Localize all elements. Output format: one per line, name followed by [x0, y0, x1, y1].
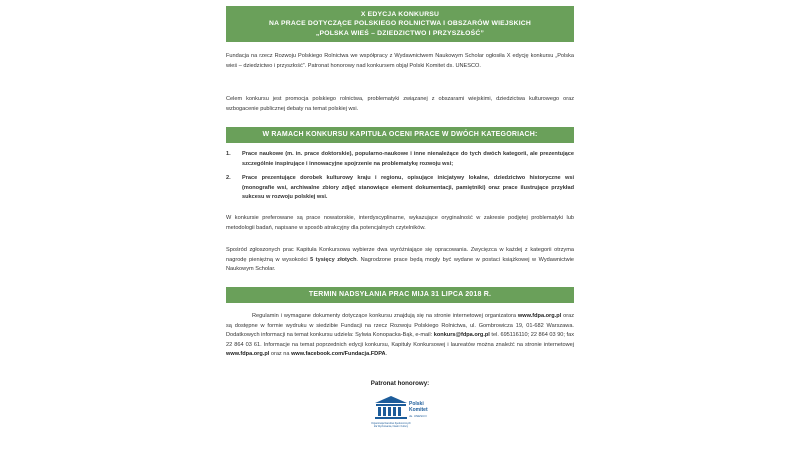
- list-item-text: Prace prezentujące dorobek kulturowy kraju i regionu, opisujące inicjatywy lokalne, dziedzictwo historyczne wsi (monografie wsi, archiwalne zbiory zdjęć stanowiące element dokumentacji, pamiętniki) oraz prace ilustrujące przykład sukcesu w rozwoju polskiej wsi.: [242, 175, 574, 201]
- facebook-link[interactable]: www.facebook.com/Fundacja.FDPA: [291, 351, 386, 358]
- awards-paragraph: [226, 246, 574, 275]
- poster: [226, 0, 574, 450]
- website-link[interactable]: www.fdpa.org.pl: [517, 313, 562, 319]
- committee-line: ds. UNESCO: [409, 414, 427, 418]
- list-item: [226, 174, 574, 203]
- list-item-text: Prace naukowe (m. in. prace doktorskie), popularno-naukowe i inne nienależące do tych dwóch kategorii, ale prezentujące szczególnie inspirujące i innowacyjne spojrzenie na problematykę rozwoju wsi;: [242, 151, 574, 167]
- committee-line: Komitet: [409, 407, 428, 413]
- list-item-number: 2.: [226, 175, 231, 182]
- contest-subject: NA PRACE DOTYCZĄCE POLSKIEGO ROLNICTWA I OBSZARÓW WIEJSKICH: [268, 20, 532, 28]
- award-amount: 5 tysięcy złotych: [310, 256, 357, 263]
- contact-text: Regulamin i wymagane dokumenty dotyczące konkursu znajdują się na stronie internetowej organizatora: [252, 313, 518, 319]
- categories-list: [226, 150, 574, 208]
- unesco-logo: [371, 395, 461, 435]
- intro-paragraph: Fundacja na rzecz Rozwoju Polskiego Rolnictwa we współpracy z Wydawnictwem Naukowym Scholar ogłosiła X edycję konkursu „Polska wieś – dziedzictwo i przyszłość”. Patronat honorowy nad konkursem objął Polski Komitet ds. UNESCO.: [226, 53, 574, 69]
- contact-paragraph: [226, 312, 574, 360]
- committee-line: Polski: [409, 401, 424, 407]
- contest-name: „POLSKA WIEŚ – DZIEDZICTWO I PRZYSZŁOŚĆ”: [315, 29, 485, 37]
- list-item: [226, 150, 574, 169]
- unesco-caption: Organizacja Narodów Zjednoczonych dla Wychowania, Nauki i Kultury: [371, 422, 411, 428]
- title-banner: [226, 6, 574, 42]
- patronage-heading: Patronat honorowy:: [370, 380, 430, 387]
- goal-paragraph: Celem konkursu jest promocja polskiego rolnictwa, problematyki związanej z obszarami wiejskimi, dziedzictwa kulturowego oraz wzbogacenie publicznej debaty na temat polskiej wsi.: [226, 96, 574, 112]
- contact-text: oraz na: [269, 351, 292, 358]
- contact-indent: [226, 313, 252, 319]
- preferred-paragraph: W konkursie preferowane są prace nowatorskie, interdyscyplinarne, wykazujące oryginalność w zakresie podjętej problematyki lub metodologii badań, napisane w sposób atrakcyjny dla potencjalnych czytelników.: [226, 215, 574, 231]
- unesco-temple-icon: [373, 395, 409, 421]
- contact-text: tel. 695116110; 22 864 03 90; fax 22 864 03 61. Informacje na temat poprzednich edycji konkursu, Kapituły Konkursowej i laureatów można znaleźć na stronie internetowej: [226, 332, 575, 348]
- awards-text-end: . Nagrodzone prace będą mogły być wydane w postaci książkowej w Wydawnictwie Naukowym Scholar.: [226, 256, 574, 273]
- committee-name: [409, 401, 428, 419]
- email-link[interactable]: konkurs@fdpa.org.pl: [433, 332, 490, 339]
- awards-text: Spośród zgłoszonych prac Kapituła Konkursowa wybierze dwa wyróżniające się opracowania. Zwycięzca w każdej z kategorii otrzyma nagrodę pieniężną w wysokości: [226, 247, 574, 263]
- categories-heading: W RAMACH KONKURSU KAPITUŁA OCENI PRACE W DWÓCH KATEGORIACH:: [226, 127, 574, 143]
- website-link[interactable]: www.fdpa.org.pl: [226, 351, 270, 358]
- contact-text: oraz są dostępne w formie wydruku w siedzibie Fundacji na rzecz Rozwoju Polskiego Rolnictwa, ul. Gombrowicza 19, 01-682 Warszawa. Dodatkowych informacji na temat konkursu udziela: Sylwia Konopacka-Bąk, e-mail:: [226, 313, 574, 339]
- deadline-banner: TERMIN NADSYŁANIA PRAC MIJA 31 LIPCA 2018 R.: [226, 287, 574, 303]
- contact-text: .: [385, 351, 388, 358]
- edition-title: X EDYCJA KONKURSU: [360, 10, 440, 18]
- list-item-number: 1.: [226, 151, 231, 157]
